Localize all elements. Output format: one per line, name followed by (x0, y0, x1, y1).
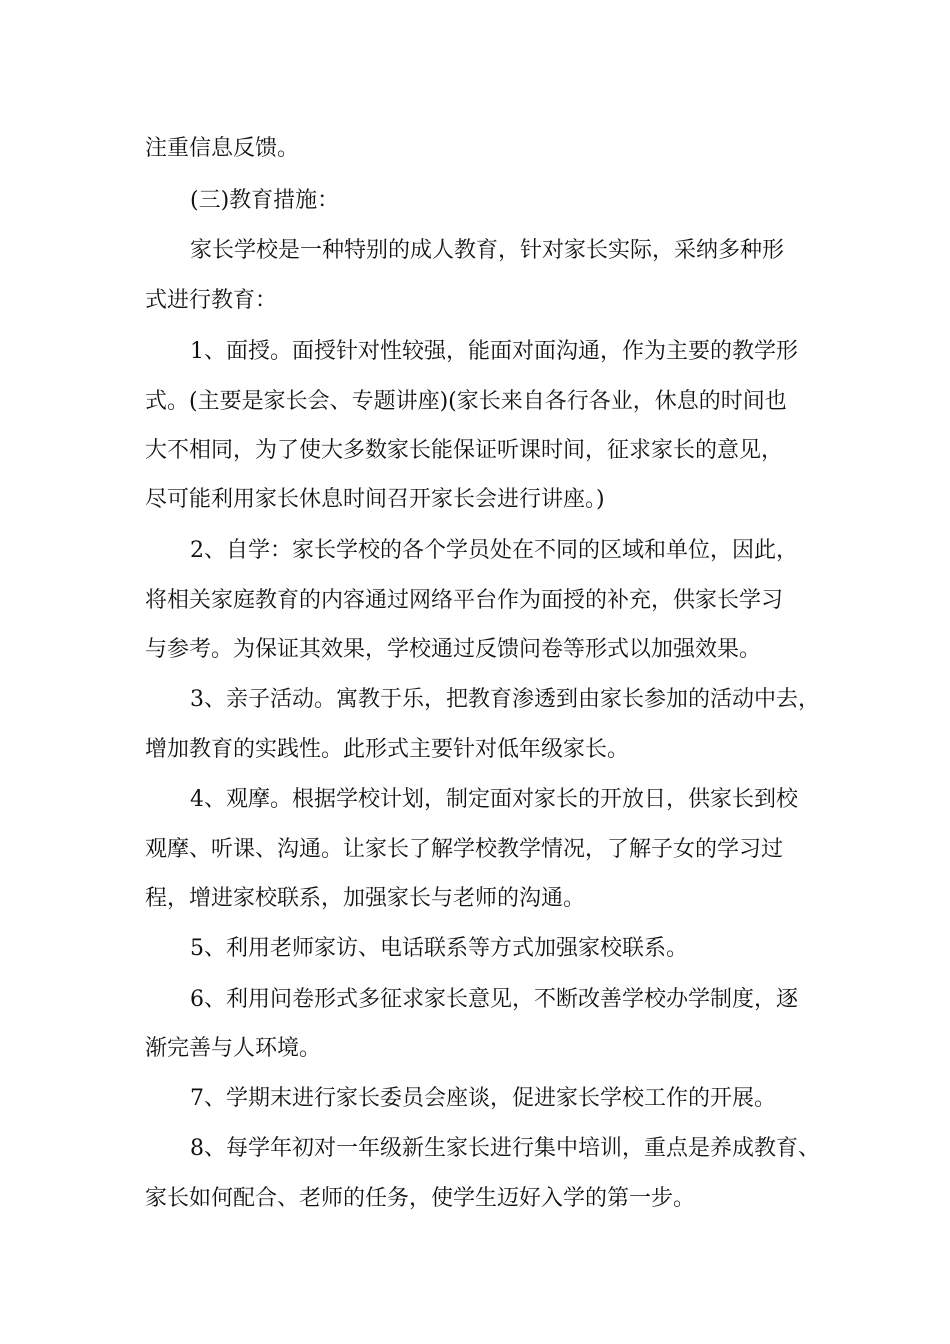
list-item-line: 增加教育的实践性。此形式主要针对低年级家长。 (145, 737, 630, 762)
list-item-line: 尽可能利用家长休息时间召开家长会进行讲座。) (145, 487, 605, 512)
list-item-line: 程，增进家校联系，加强家长与老师的沟通。 (145, 886, 586, 911)
list-item-line: 4、观摩。根据学校计划，制定面对家长的开放日，供家长到校 (190, 787, 798, 812)
paragraph-line: 家长学校是一种特别的成人教育，针对家长实际，采纳多种形 (190, 238, 785, 263)
list-item-line: 7、学期末进行家长委员会座谈，促进家长学校工作的开展。 (190, 1086, 776, 1111)
list-item-line: 观摩、听课、沟通。让家长了解学校教学情况，了解子女的学习过 (145, 837, 784, 862)
list-item-line: 2、自学：家长学校的各个学员处在不同的区域和单位，因此， (190, 538, 798, 563)
list-item-line: 5、利用老师家访、电话联系等方式加强家校联系。 (190, 936, 688, 961)
list-item-line: 式。(主要是家长会、专题讲座)(家长来自各行各业，休息的时间也 (145, 389, 787, 414)
list-item-line: 渐完善与人环境。 (145, 1036, 322, 1061)
list-item-line: 8、每学年初对一年级新生家长进行集中培训，重点是养成教育、 (190, 1136, 820, 1161)
paragraph-line: 式进行教育： (145, 288, 278, 313)
list-item-line: 6、利用问卷形式多征求家长意见，不断改善学校办学制度，逐 (190, 987, 798, 1012)
list-item-line: 与参考。为保证其效果，学校通过反馈问卷等形式以加强效果。 (145, 637, 762, 662)
list-item-line: 3、亲子活动。寓教于乐，把教育渗透到由家长参加的活动中去， (190, 687, 820, 712)
list-item-line: 家长如何配合、老师的任务，使学生迈好入学的第一步。 (145, 1186, 696, 1211)
text-line: 注重信息反馈。 (145, 136, 300, 161)
list-item-line: 1、面授。面授针对性较强，能面对面沟通，作为主要的教学形 (190, 339, 798, 364)
list-item-line: 将相关家庭教育的内容通过网络平台作为面授的补充，供家长学习 (145, 588, 784, 613)
section-heading: (三)教育措施： (190, 188, 340, 213)
list-item-line: 大不相同，为了使大多数家长能保证听课时间，征求家长的意见， (145, 438, 784, 463)
